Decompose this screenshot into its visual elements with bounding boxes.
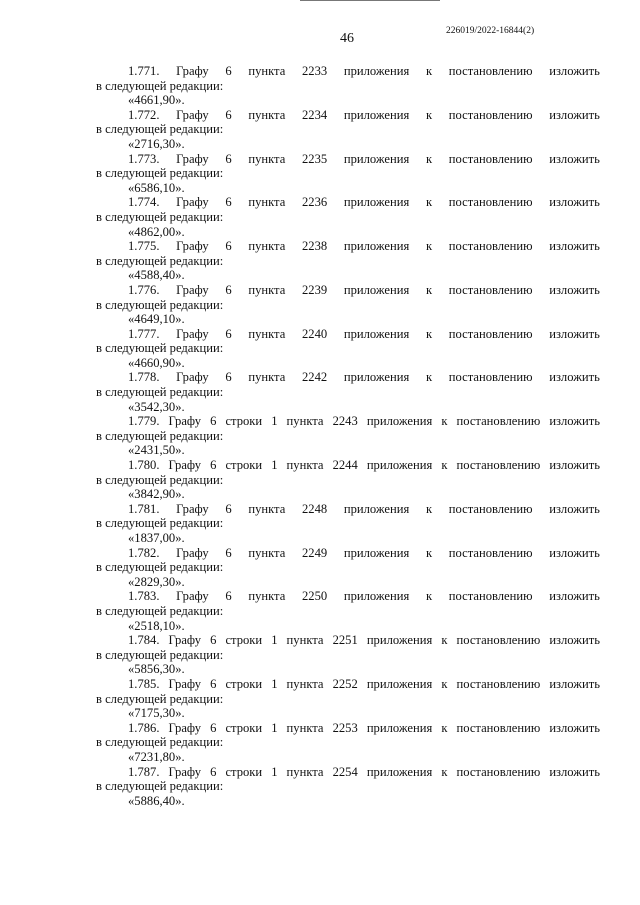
- amendment-word: 2233: [301, 64, 328, 78]
- amendment-word: к: [441, 458, 448, 473]
- amendment-word: постановлению: [448, 151, 533, 166]
- amendment-word: Графу: [176, 239, 209, 254]
- amendment-word: пункта: [248, 326, 286, 341]
- scan-top-line: [300, 0, 440, 1]
- amendment-continuation: в следующей редакции:: [96, 428, 224, 443]
- amendment-continuation: в следующей редакции:: [96, 516, 224, 531]
- amendment-word: 1.783.: [128, 589, 160, 604]
- amendment-continuation: в следующей редакции:: [96, 691, 224, 706]
- amendment-heading-line: [96, 108, 600, 123]
- amendment-word: 1.782.: [128, 545, 160, 560]
- amendment-word: постановлению: [448, 282, 533, 297]
- amendment-word: Графу: [168, 720, 202, 735]
- amendment-word: 1.786.: [128, 720, 160, 735]
- amendment-item: [96, 633, 600, 677]
- amendment-continuation: в следующей редакции:: [96, 735, 224, 750]
- amendment-word: приложения: [343, 64, 410, 78]
- amendment-word: 2235: [301, 151, 328, 166]
- amendment-word: 6: [225, 64, 232, 78]
- amendment-word: 6: [225, 282, 232, 297]
- amendment-word: постановлению: [448, 195, 533, 210]
- amendment-word: приложения: [343, 326, 410, 341]
- amendment-value: «3842,90».: [128, 487, 185, 502]
- amendment-word: 1: [271, 720, 278, 735]
- amendment-word: постановлению: [448, 239, 533, 254]
- amendment-heading-line: [96, 721, 600, 736]
- amendment-continuation: в следующей редакции:: [96, 603, 224, 618]
- amendment-word: пункта: [286, 764, 324, 779]
- amendment-heading-line: [96, 633, 600, 648]
- amendment-word: Графу: [176, 195, 209, 210]
- amendment-item: [96, 546, 600, 590]
- amendment-word: изложить: [549, 720, 600, 735]
- amendment-word: 1: [271, 764, 278, 779]
- amendment-word: пункта: [248, 589, 286, 604]
- amendment-word: 2254: [332, 764, 358, 779]
- amendment-value: «6586,10».: [128, 180, 185, 195]
- amendment-word: постановлению: [456, 720, 541, 735]
- amendment-word: 2250: [301, 589, 328, 604]
- amendment-word: 6: [225, 370, 232, 385]
- amendment-word: строки: [225, 458, 263, 473]
- amendment-word: 6: [225, 589, 232, 604]
- amendment-word: приложения: [366, 633, 433, 648]
- amendment-word: строки: [225, 764, 263, 779]
- amendment-word: изложить: [549, 676, 600, 691]
- amendment-word: постановлению: [456, 764, 541, 779]
- amendment-value: «2716,30».: [128, 136, 185, 151]
- amendment-word: постановлению: [448, 370, 533, 385]
- amendment-word: 2249: [301, 545, 328, 560]
- amendment-word: Графу: [176, 107, 209, 122]
- page-number: 46: [340, 31, 354, 46]
- amendment-heading-line: [96, 765, 600, 780]
- amendment-word: Графу: [176, 64, 209, 78]
- amendment-word: 1.776.: [128, 282, 160, 297]
- amendment-word: пункта: [248, 64, 286, 78]
- amendment-word: изложить: [549, 151, 600, 166]
- amendment-word: 6: [225, 107, 232, 122]
- amendment-word: Графу: [176, 501, 209, 516]
- amendment-word: 1.772.: [128, 107, 160, 122]
- amendment-word: приложения: [366, 720, 433, 735]
- amendment-word: 6: [210, 720, 217, 735]
- amendment-word: Графу: [168, 458, 202, 473]
- amendment-word: приложения: [366, 458, 433, 473]
- amendment-word: 2244: [332, 458, 358, 473]
- amendment-word: приложения: [343, 151, 410, 166]
- amendment-word: приложения: [366, 764, 433, 779]
- amendment-word: пункта: [286, 676, 324, 691]
- amendment-item: [96, 458, 600, 502]
- amendment-word: пункта: [248, 151, 286, 166]
- amendment-word: пункта: [248, 107, 286, 122]
- amendment-value: «4660,90».: [128, 355, 185, 370]
- amendment-word: изложить: [549, 545, 600, 560]
- amendment-word: 1.779.: [128, 414, 160, 429]
- amendment-word: Графу: [176, 370, 209, 385]
- amendment-word: к: [425, 151, 433, 166]
- amendment-word: 6: [225, 195, 232, 210]
- amendment-word: постановлению: [456, 633, 541, 648]
- amendment-word: строки: [225, 414, 263, 429]
- amendment-word: пункта: [286, 633, 324, 648]
- amendment-word: 2240: [301, 326, 328, 341]
- amendment-word: 6: [210, 633, 217, 648]
- amendment-word: приложения: [343, 501, 410, 516]
- amendment-word: 6: [225, 326, 232, 341]
- amendment-word: 6: [210, 414, 217, 429]
- amendment-word: строки: [225, 676, 263, 691]
- amendment-heading-line: [96, 283, 600, 298]
- amendment-continuation: в следующей редакции:: [96, 647, 224, 662]
- amendment-heading-line: [96, 414, 600, 429]
- amendment-word: Графу: [168, 676, 202, 691]
- amendment-word: изложить: [549, 370, 600, 385]
- amendment-word: 2239: [301, 282, 328, 297]
- amendment-word: 1.773.: [128, 151, 160, 166]
- amendment-value: «5856,30».: [128, 662, 185, 677]
- amendment-word: постановлению: [448, 501, 533, 516]
- amendment-continuation: в следующей редакции:: [96, 472, 224, 487]
- amendment-word: Графу: [176, 151, 209, 166]
- amendment-heading-line: [96, 458, 600, 473]
- amendment-continuation: в следующей редакции:: [96, 341, 224, 356]
- amendment-value: «5886,40».: [128, 793, 185, 808]
- amendment-continuation: в следующей редакции:: [96, 78, 224, 93]
- amendment-item: [96, 239, 600, 283]
- amendment-word: 1: [271, 414, 278, 429]
- amendment-word: 6: [210, 458, 217, 473]
- amendment-word: приложения: [343, 195, 410, 210]
- amendment-word: Графу: [176, 326, 209, 341]
- amendment-word: 1.784.: [128, 633, 160, 648]
- amendment-item: [96, 64, 600, 108]
- amendment-word: постановлению: [456, 458, 541, 473]
- amendment-word: к: [425, 589, 433, 604]
- amendment-item: [96, 765, 600, 809]
- amendment-item: [96, 589, 600, 633]
- amendment-continuation: в следующей редакции:: [96, 122, 224, 137]
- amendment-word: 1.771.: [128, 64, 160, 78]
- amendment-word: изложить: [549, 589, 600, 604]
- amendment-word: 6: [225, 501, 232, 516]
- amendment-word: пункта: [248, 545, 286, 560]
- amendment-heading-line: [96, 677, 600, 692]
- amendment-word: 1.778.: [128, 370, 160, 385]
- amendment-word: Графу: [168, 414, 202, 429]
- amendment-word: к: [425, 195, 433, 210]
- document-id: 226019/2022-16844(2): [446, 26, 535, 36]
- amendment-word: 1: [271, 458, 278, 473]
- amendment-word: к: [425, 370, 433, 385]
- amendment-word: приложения: [343, 545, 410, 560]
- amendment-word: пункта: [248, 195, 286, 210]
- amendment-word: к: [441, 414, 448, 429]
- amendment-word: к: [441, 720, 448, 735]
- amendment-word: приложения: [343, 107, 410, 122]
- amendment-word: 2243: [332, 414, 358, 429]
- amendment-item: [96, 283, 600, 327]
- amendment-word: постановлению: [448, 107, 533, 122]
- amendment-item: [96, 195, 600, 239]
- amendment-heading-line: [96, 152, 600, 167]
- amendment-item: [96, 721, 600, 765]
- amendment-continuation: в следующей редакции:: [96, 253, 224, 268]
- amendment-word: к: [441, 633, 448, 648]
- amendment-word: постановлению: [448, 589, 533, 604]
- amendment-value: «4661,90».: [128, 93, 185, 108]
- amendment-word: строки: [225, 633, 263, 648]
- amendment-word: 2238: [301, 239, 328, 254]
- document-body: [96, 64, 600, 808]
- amendment-word: 2252: [332, 676, 358, 691]
- amendment-word: к: [441, 764, 448, 779]
- amendment-word: приложения: [343, 239, 410, 254]
- amendment-word: изложить: [549, 633, 600, 648]
- amendment-word: пункта: [248, 239, 286, 254]
- amendment-word: изложить: [549, 195, 600, 210]
- amendment-word: приложения: [366, 414, 433, 429]
- amendment-word: 6: [225, 545, 232, 560]
- amendment-word: приложения: [343, 282, 410, 297]
- amendment-item: [96, 327, 600, 371]
- amendment-word: к: [425, 239, 433, 254]
- amendment-word: к: [425, 545, 433, 560]
- amendment-heading-line: [96, 589, 600, 604]
- amendment-word: изложить: [549, 764, 600, 779]
- amendment-word: к: [425, 501, 433, 516]
- amendment-word: 1.775.: [128, 239, 160, 254]
- amendment-word: приложения: [366, 676, 433, 691]
- amendment-word: постановлению: [448, 64, 533, 78]
- amendment-word: Графу: [168, 764, 202, 779]
- amendment-word: 1: [271, 676, 278, 691]
- amendment-word: изложить: [549, 501, 600, 516]
- amendment-word: Графу: [176, 545, 209, 560]
- amendment-word: Графу: [176, 589, 209, 604]
- amendment-item: [96, 152, 600, 196]
- amendment-word: 1.785.: [128, 676, 160, 691]
- amendment-heading-line: [96, 239, 600, 254]
- amendment-word: изложить: [549, 414, 600, 429]
- amendment-word: 6: [225, 239, 232, 254]
- amendment-word: Графу: [176, 282, 209, 297]
- amendment-word: изложить: [549, 64, 600, 78]
- amendment-word: 2234: [301, 107, 328, 122]
- amendment-item: [96, 108, 600, 152]
- amendment-word: изложить: [549, 282, 600, 297]
- amendment-word: постановлению: [456, 414, 541, 429]
- amendment-value: «3542,30».: [128, 399, 185, 414]
- amendment-item: [96, 677, 600, 721]
- amendment-word: изложить: [549, 326, 600, 341]
- amendment-heading-line: [96, 195, 600, 210]
- amendment-value: «4649,10».: [128, 312, 185, 327]
- amendment-word: 1: [271, 633, 278, 648]
- amendment-value: «2431,50».: [128, 443, 185, 458]
- amendment-word: к: [425, 282, 433, 297]
- amendment-word: постановлению: [448, 545, 533, 560]
- amendment-word: к: [425, 64, 433, 78]
- amendment-continuation: в следующей редакции:: [96, 779, 224, 794]
- amendment-word: строки: [225, 720, 263, 735]
- amendment-word: приложения: [343, 589, 410, 604]
- amendment-word: пункта: [286, 414, 324, 429]
- amendment-word: к: [425, 107, 433, 122]
- amendment-word: пункта: [248, 370, 286, 385]
- amendment-heading-line: [96, 327, 600, 342]
- amendment-value: «2518,10».: [128, 618, 185, 633]
- amendment-continuation: в следующей редакции:: [96, 297, 224, 312]
- amendment-word: приложения: [343, 370, 410, 385]
- amendment-word: пункта: [248, 282, 286, 297]
- amendment-word: пункта: [286, 458, 324, 473]
- amendment-word: изложить: [549, 107, 600, 122]
- amendment-continuation: в следующей редакции:: [96, 166, 224, 181]
- amendment-word: к: [441, 676, 448, 691]
- amendment-value: «1837,00».: [128, 531, 185, 545]
- amendment-word: 6: [210, 764, 217, 779]
- amendment-value: «4588,40».: [128, 268, 185, 283]
- amendment-item: [96, 370, 600, 414]
- amendment-word: Графу: [168, 633, 202, 648]
- amendment-word: 1.787.: [128, 764, 160, 779]
- amendment-item: [96, 502, 600, 546]
- amendment-word: 1.774.: [128, 195, 160, 210]
- amendment-heading-line: [96, 546, 600, 561]
- amendment-word: пункта: [286, 720, 324, 735]
- amendment-word: 2253: [332, 720, 358, 735]
- amendment-word: 6: [210, 676, 217, 691]
- amendment-heading-line: [96, 370, 600, 385]
- amendment-item: [96, 414, 600, 458]
- amendment-word: к: [425, 326, 433, 341]
- amendment-word: изложить: [549, 458, 600, 473]
- amendment-value: «4862,00».: [128, 224, 185, 239]
- amendment-word: 2236: [301, 195, 328, 210]
- amendment-word: 2251: [332, 633, 358, 648]
- amendment-word: 1.780.: [128, 458, 160, 473]
- amendment-value: «7231,80».: [128, 749, 185, 764]
- amendment-word: изложить: [549, 239, 600, 254]
- amendment-word: 2242: [301, 370, 328, 385]
- amendment-word: 6: [225, 151, 232, 166]
- amendment-word: постановлению: [456, 676, 541, 691]
- amendment-word: пункта: [248, 501, 286, 516]
- amendment-word: 1.777.: [128, 326, 160, 341]
- amendment-continuation: в следующей редакции:: [96, 209, 224, 224]
- amendment-word: постановлению: [448, 326, 533, 341]
- amendment-continuation: в следующей редакции:: [96, 560, 224, 575]
- amendment-continuation: в следующей редакции:: [96, 385, 224, 400]
- amendment-value: «7175,30».: [128, 706, 185, 721]
- amendment-heading-line: [96, 502, 600, 517]
- amendment-word: 2248: [301, 501, 328, 516]
- amendment-word: 1.781.: [128, 501, 160, 516]
- amendment-value: «2829,30».: [128, 574, 185, 589]
- amendment-heading-line: [96, 64, 600, 79]
